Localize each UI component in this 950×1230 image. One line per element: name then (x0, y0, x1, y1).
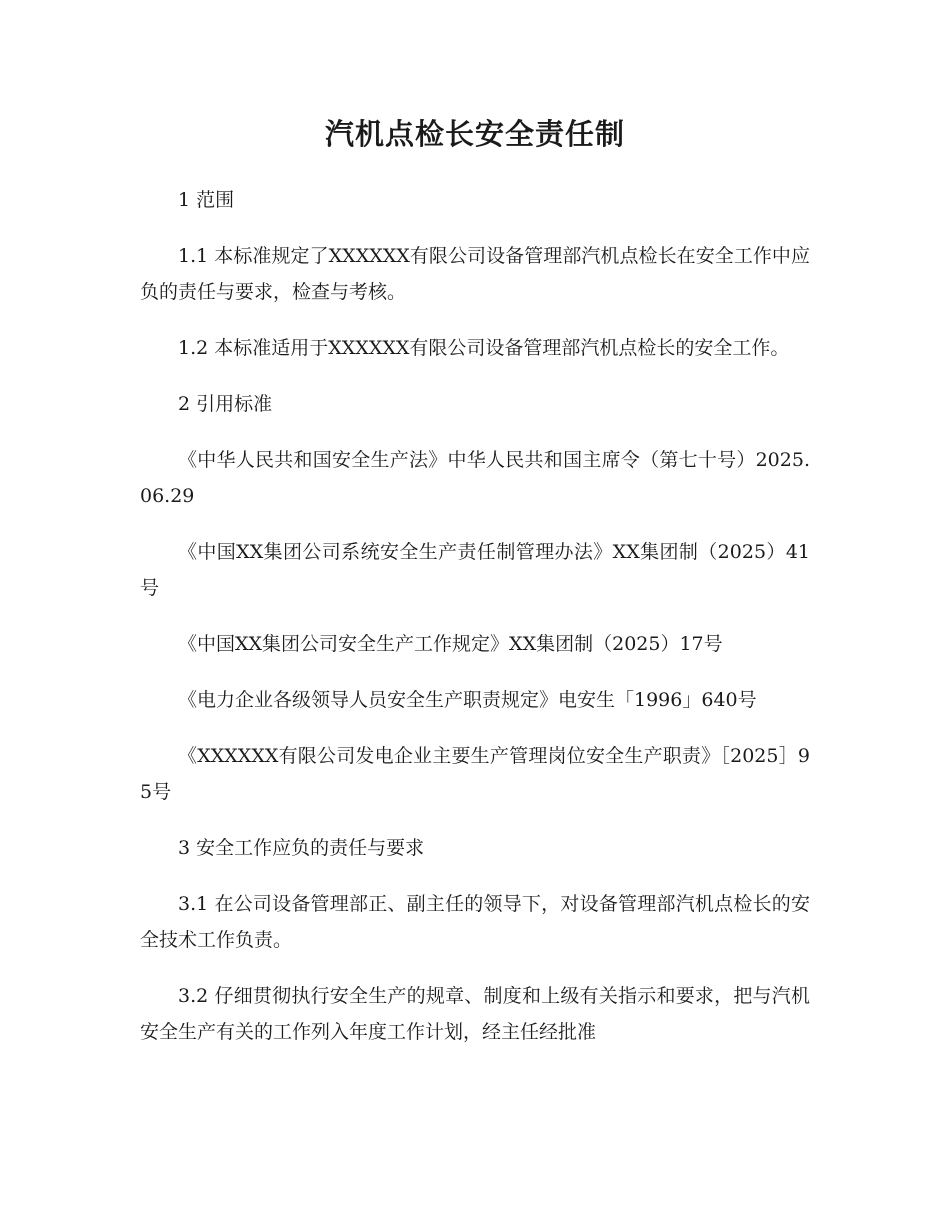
clause-3-2: 3.2 仔细贯彻执行安全生产的规章、制度和上级有关指示和要求，把与汽机安全生产有关的工作列入年度工作计划，经主任经批准 (140, 985, 810, 1043)
reference-item: 《中国XX集团公司系统安全生产责任制管理办法》XX集团制（2025）41号 (140, 541, 810, 599)
document-title: 汽机点检长安全责任制 (324, 117, 625, 151)
reference-item: 《电力企业各级领导人员安全生产职责规定》电安生「1996」640号 (178, 689, 757, 711)
clause-3-1: 3.1 在公司设备管理部正、副主任的领导下，对设备管理部汽机点检长的安全技术工作负责。 (140, 893, 810, 951)
section-heading-responsibilities: 3 安全工作应负的责任与要求 (178, 837, 425, 859)
reference-item: 《XXXXXX有限公司发电企业主要生产管理岗位安全生产职责》［2025］95号 (140, 745, 810, 803)
clause-1-2: 1.2 本标准适用于XXXXXX有限公司设备管理部汽机点检长的安全工作。 (178, 337, 790, 359)
section-heading-scope: 1 范围 (178, 189, 235, 211)
reference-item: 《中华人民共和国安全生产法》中华人民共和国主席令（第七十号）2025.06.29 (140, 449, 810, 507)
reference-item: 《中国XX集团公司安全生产工作规定》XX集团制（2025）17号 (178, 633, 723, 655)
section-heading-references: 2 引用标准 (178, 393, 273, 415)
clause-1-1: 1.1 本标准规定了XXXXXX有限公司设备管理部汽机点检长在安全工作中应负的责任与要求，检查与考核。 (140, 245, 810, 303)
